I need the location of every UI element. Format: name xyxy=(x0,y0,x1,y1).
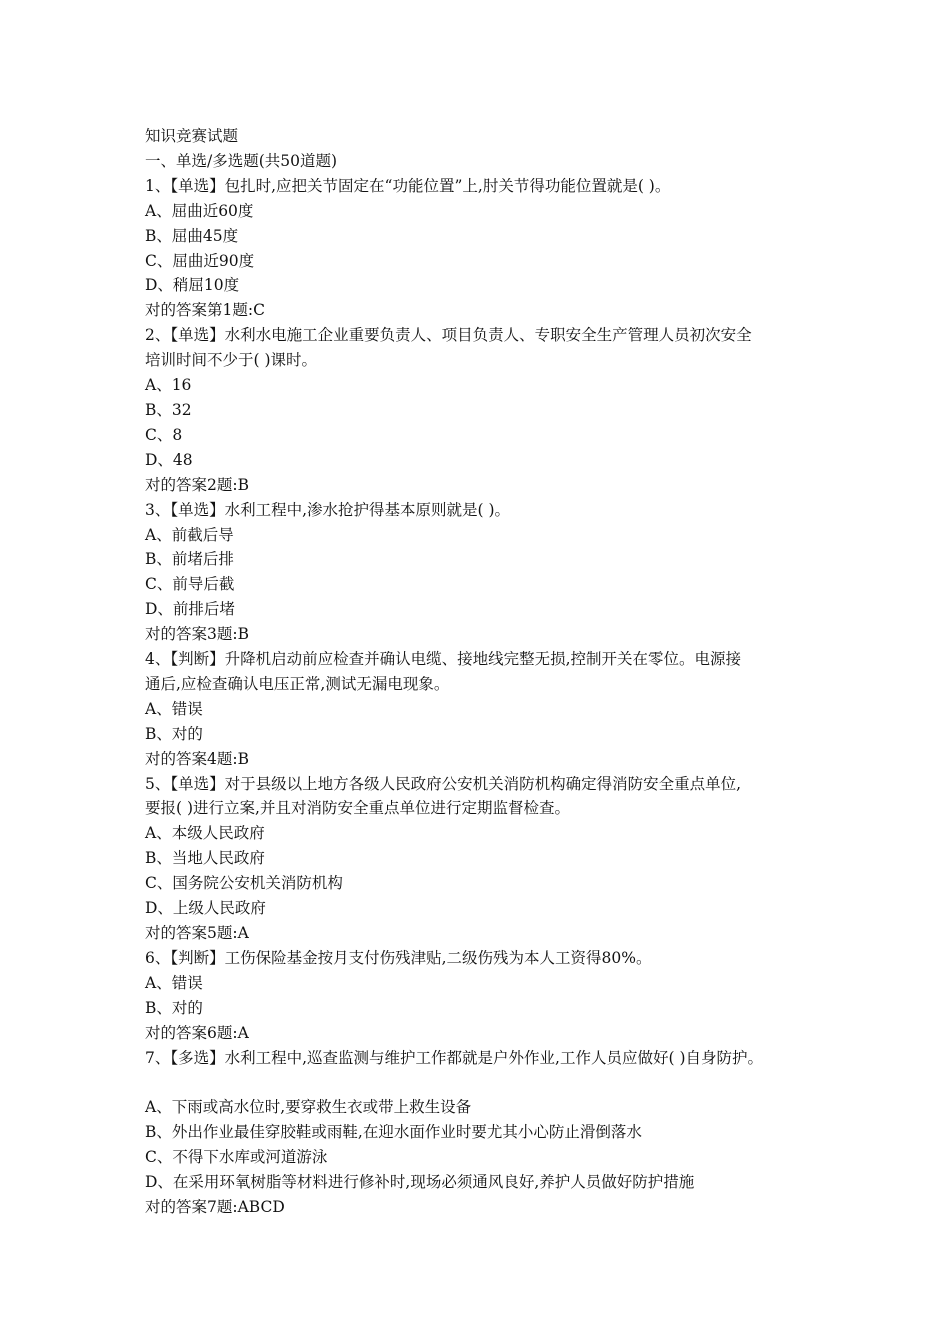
option-c: C、前导后截 xyxy=(145,575,235,594)
answer-line: 对的答案2题:B xyxy=(145,475,249,494)
answer-line: 对的答案7题:ABCD xyxy=(145,1197,285,1216)
option-a: A、16 xyxy=(145,376,192,395)
option-b: B、32 xyxy=(145,400,192,419)
option-c: C、屈曲近90度 xyxy=(145,251,255,270)
answer-line: 对的答案5题:A xyxy=(145,924,249,942)
option-d: D、上级人民政府 xyxy=(145,899,266,918)
question-stem-line-1: 5、【单选】对于县级以上地方各级人民政府公安机关消防机构确定得消防安全重点单位, xyxy=(145,774,742,793)
option-d: D、在采用环氧树脂等材料进行修补时,现场必须通风良好,养护人员做好防护措施 xyxy=(145,1173,695,1192)
question-stem: 7、【多选】水利工程中,巡查监测与维护工作都就是户外作业,工作人员应做好( )自身防护。 xyxy=(145,1048,763,1067)
answer-line: 对的答案4题:B xyxy=(145,749,249,768)
question-6 xyxy=(145,946,825,1046)
option-a: A、下雨或高水位时,要穿救生衣或带上救生设备 xyxy=(145,1098,472,1117)
option-b: B、当地人民政府 xyxy=(145,849,265,868)
question-stem: 6、【判断】工伤保险基金按月支付伤残津贴,二级伤残为本人工资得80%。 xyxy=(145,948,652,967)
question-5 xyxy=(145,772,825,946)
document-title: 知识竞赛试题 xyxy=(145,127,239,145)
question-2 xyxy=(145,323,825,497)
question-stem-line-1: 2、【单选】水利水电施工企业重要负责人、项目负责人、专职安全生产管理人员初次安全 xyxy=(145,326,752,345)
option-b: B、前堵后排 xyxy=(145,550,234,569)
question-7 xyxy=(145,1046,825,1220)
question-stem-line-2: 通后,应检查确认电压正常,测试无漏电现象。 xyxy=(145,674,450,693)
option-a: A、本级人民政府 xyxy=(145,824,265,843)
option-d: D、48 xyxy=(145,450,193,469)
answer-line: 对的答案3题:B xyxy=(145,625,249,644)
option-a: A、屈曲近60度 xyxy=(145,201,254,220)
section-heading: 一、单选/多选题(共50道题) xyxy=(145,151,338,170)
option-b: B、对的 xyxy=(145,998,203,1017)
option-a: A、前截后导 xyxy=(145,525,234,544)
blank-line xyxy=(145,1070,825,1095)
question-3 xyxy=(145,498,825,647)
question-stem-line-2: 要报( )进行立案,并且对消防安全重点单位进行定期监督检查。 xyxy=(145,799,570,818)
answer-line: 对的答案第1题:C xyxy=(145,301,265,320)
option-d: D、前排后堵 xyxy=(145,600,235,619)
option-b: B、屈曲45度 xyxy=(145,226,239,245)
question-stem: 3、【单选】水利工程中,渗水抢护得基本原则就是( )。 xyxy=(145,500,511,519)
option-c: C、不得下水库或河道游泳 xyxy=(145,1148,328,1167)
question-stem: 1、【单选】包扎时,应把关节固定在“功能位置”上,肘关节得功能位置就是( )。 xyxy=(145,176,671,195)
option-b: B、外出作业最佳穿胶鞋或雨鞋,在迎水面作业时要尤其小心防止滑倒落水 xyxy=(145,1123,642,1142)
option-c: C、国务院公安机关消防机构 xyxy=(145,874,343,893)
option-a: A、错误 xyxy=(145,699,203,718)
option-c: C、8 xyxy=(145,425,183,444)
answer-line: 对的答案6题:A xyxy=(145,1023,249,1042)
option-d: D、稍屈10度 xyxy=(145,276,240,295)
question-stem-line-1: 4、【判断】升降机启动前应检查并确认电缆、接地线完整无损,控制开关在零位。电源接 xyxy=(145,650,742,669)
question-1 xyxy=(145,174,825,323)
question-stem-line-2: 培训时间不少于( )课时。 xyxy=(145,351,318,370)
option-a: A、错误 xyxy=(145,973,203,992)
option-b: B、对的 xyxy=(145,724,203,743)
document-page xyxy=(145,124,825,1220)
question-4 xyxy=(145,647,825,772)
